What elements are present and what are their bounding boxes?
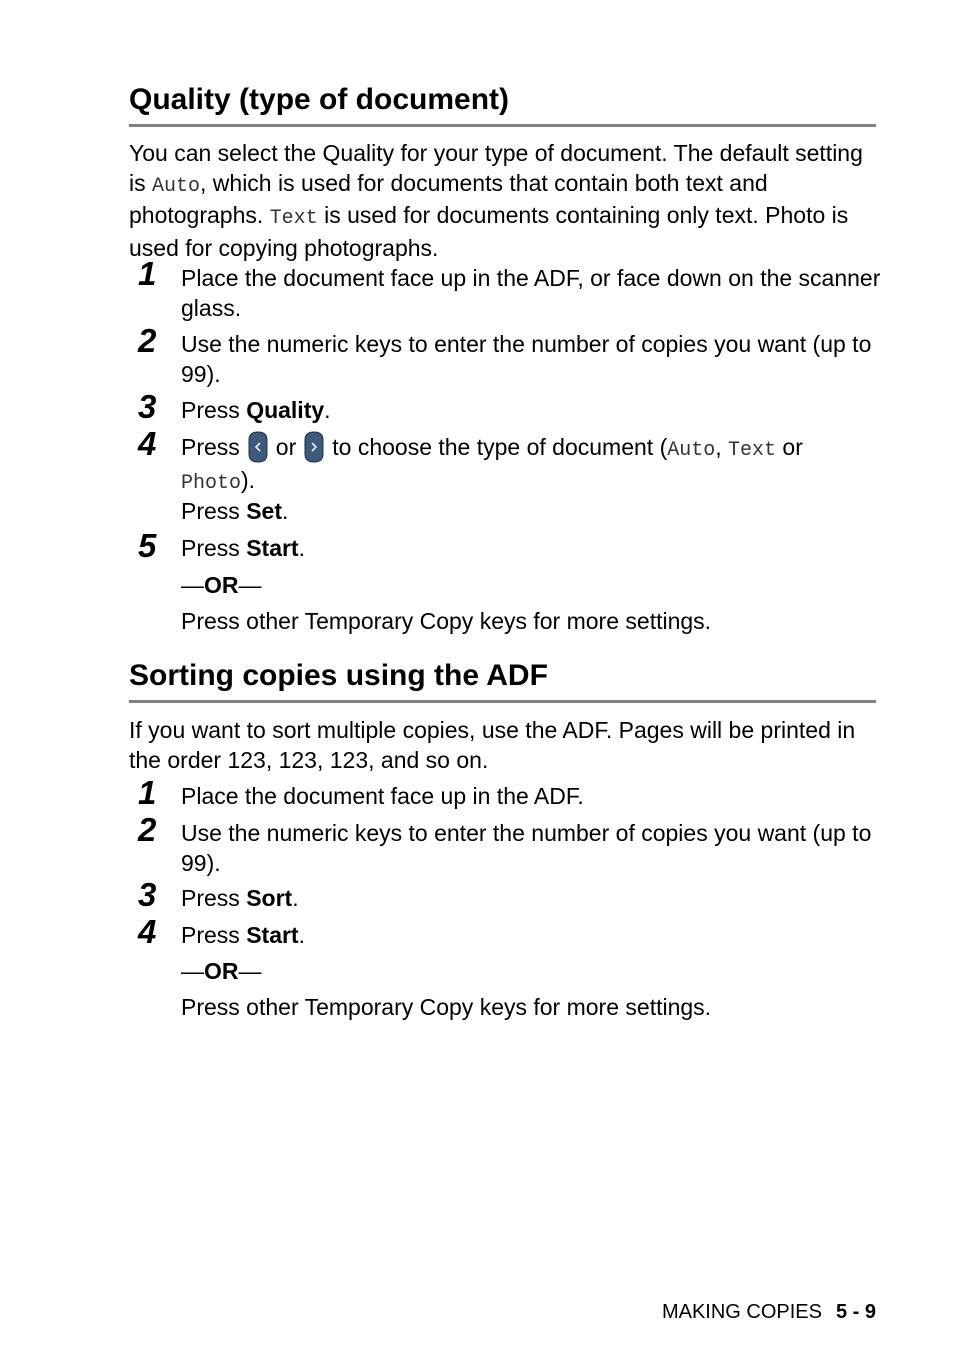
step-subtext: Press Set.	[181, 498, 289, 524]
or-alternative-text: Press other Temporary Copy keys for more settings.	[181, 994, 712, 1020]
heading-rule	[129, 124, 876, 127]
chapter-title: MAKING COPIES	[661, 1301, 822, 1323]
heading-rule	[129, 700, 876, 703]
left-arrow-button-icon	[248, 431, 268, 463]
step-text: Use the numeric keys to enter the number of copies you want (up to 99).	[181, 820, 872, 876]
step-text: Press or to choose the type of document (Auto, Text or Photo).	[181, 433, 881, 498]
step-number: 2	[138, 322, 157, 359]
step-number: 3	[138, 388, 157, 425]
step-number: 5	[138, 527, 157, 564]
step-text: Press Start.	[181, 922, 305, 948]
code-auto: Auto	[667, 439, 716, 463]
quality-intro-paragraph: You can select the Quality for your type of document. The default setting is Auto, which is used for documents that contain both text and photographs. Text is used for documents containing only text. Photo is used for copying photographs.	[129, 140, 863, 262]
code-text: Text	[728, 439, 777, 463]
step-text: Place the document face up in the ADF, or face down on the scanner glass.	[181, 265, 881, 321]
step-number: 1	[138, 774, 157, 811]
key-quality: Quality	[246, 397, 325, 423]
or-alternative-text: Press other Temporary Copy keys for more settings.	[181, 608, 712, 634]
page-number: 5 - 9	[835, 1301, 876, 1323]
key-set: Set	[246, 498, 282, 524]
right-arrow-button-icon	[304, 431, 324, 463]
step-text: Press Quality.	[181, 397, 331, 423]
step-text: Use the numeric keys to enter the number of copies you want (up to 99).	[181, 331, 872, 387]
step-number: 3	[138, 876, 157, 913]
key-sort: Sort	[246, 885, 293, 911]
key-start: Start	[246, 922, 299, 948]
step-number: 1	[138, 255, 157, 292]
code-auto: Auto	[152, 174, 201, 198]
page-footer	[662, 1300, 876, 1324]
step-text: Place the document face up in the ADF.	[181, 783, 584, 809]
sorting-intro-paragraph: If you want to sort multiple copies, use the ADF. Pages will be printed in the order 123, 123, 123, and so on.	[129, 717, 856, 773]
or-separator: —OR—	[181, 572, 262, 598]
section-heading-quality: Quality (type of document)	[129, 83, 510, 116]
section-heading-sorting: Sorting copies using the ADF	[129, 659, 548, 692]
step-number: 4	[138, 425, 157, 462]
code-text: Text	[269, 207, 318, 231]
step-number: 4	[138, 913, 157, 950]
step-text: Press Start.	[181, 535, 305, 561]
key-start: Start	[246, 535, 299, 561]
code-photo: Photo	[181, 471, 242, 495]
step-text: Press Sort.	[181, 885, 299, 911]
step-number: 2	[138, 811, 157, 848]
or-separator: —OR—	[181, 958, 262, 984]
